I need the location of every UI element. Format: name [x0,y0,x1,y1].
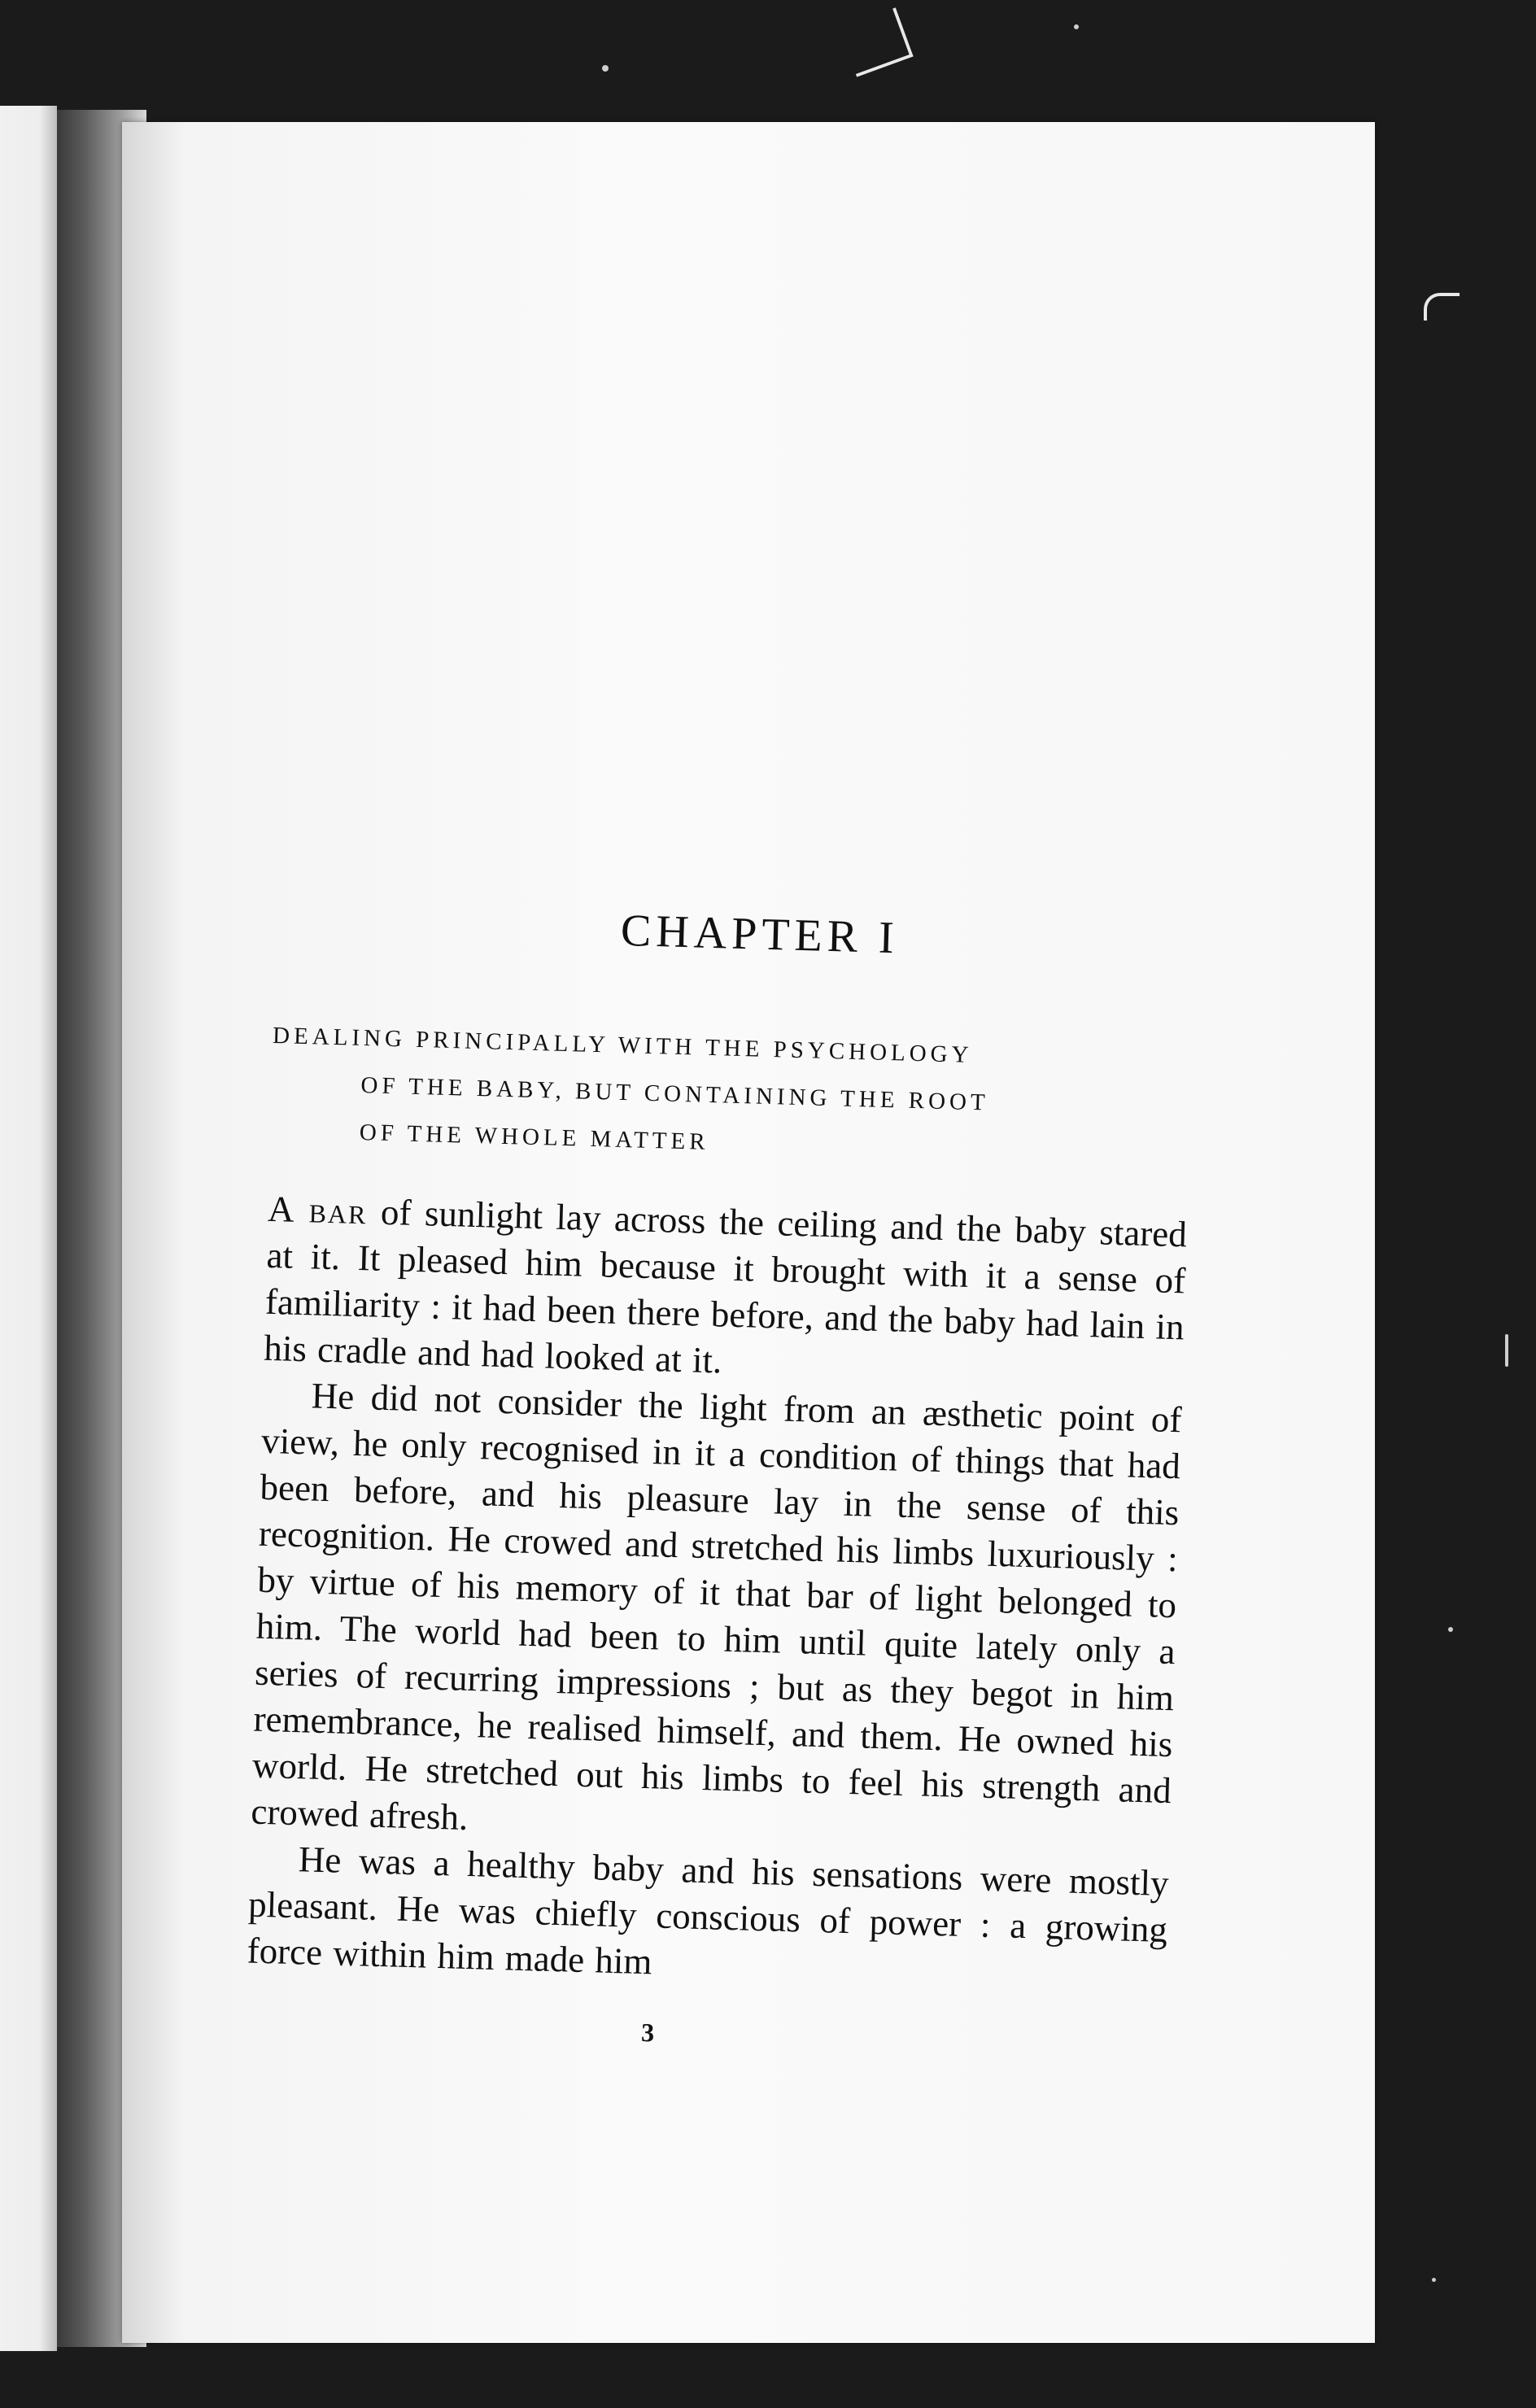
background-speck [1448,1627,1453,1632]
page-number: 3 [640,2018,655,2048]
background-scratch-mark [1424,293,1460,321]
background-speck [1074,24,1079,29]
background-speck [1432,2278,1436,2282]
chapter-subtitle-line: OF THE WHOLE MATTER [359,1119,710,1155]
chapter-subtitle-line: DEALING PRINCIPALLY WITH THE PSYCHOLOGY [272,1022,973,1068]
body-paragraph: He did not consider the light from an æsthetic point of view, he only recognised in it a condition of things that had been before, and his pleasure lay in the sense of this recognition. He crowed and stretched his limbs luxuriously : by virtue of his memory of it that bar of light belonged to him. The world had been to him until quite lately only a series of recurring impressions ; but as they begot in him remembrance, he realised himself, and them. He owned his world. He stretched out his limbs to feel his strength and crowed afresh. [250,1375,1183,1839]
paragraph-lead-smallcaps: A bar [267,1188,369,1232]
background-speck [602,65,609,72]
background-speck [1505,1334,1508,1367]
chapter-subtitle [269,1012,1192,1179]
paragraph-text: of sunlight lay across the ceiling and the baby stared at it. It pleased him because it brought with it a sense of familiarity : it had been there before, and the baby had lain in his cradle and had looked at it. [263,1191,1188,1381]
chapter-title: CHAPTER I [620,905,900,964]
body-paragraph [264,1186,1188,1397]
page-text-block [245,895,1196,2062]
body-paragraph: He was a healthy baby and his sensations were mostly pleasant. He was chiefly conscious of power : a growing force within him made him [247,1839,1170,1983]
background-scratch-mark [839,7,913,76]
chapter-subtitle-line: OF THE BABY, BUT CONTAINING THE ROOT [360,1071,990,1116]
book-page [122,122,1375,2343]
facing-page-edge [0,106,57,2351]
